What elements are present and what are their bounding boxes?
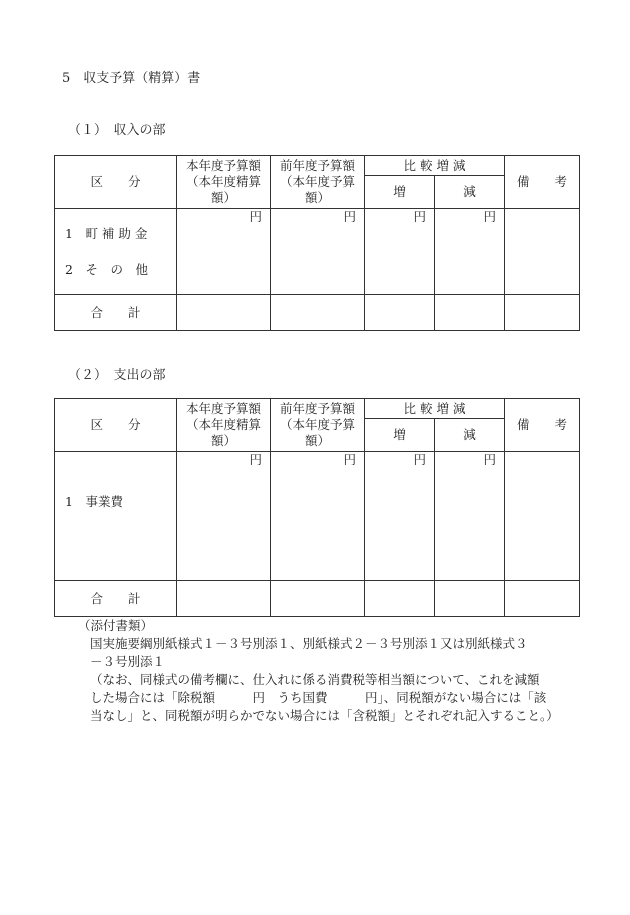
expense-items-cell [55,452,177,581]
yen-unit: 円 [249,452,262,467]
current-amount-cell [177,209,271,295]
header-decrease: 減 [435,176,505,209]
header-previous-budget: 前年度予算額（本年度予算額） [271,156,365,209]
total-increase-cell [365,295,435,331]
yen-unit: 円 [413,452,426,467]
list-item: 1 事業費 [65,494,123,509]
yen-unit: 円 [483,452,497,467]
notes-line: －３号別添１ [90,654,166,669]
header-current-budget: 本年度予算額（本年度精算額） [177,399,271,452]
list-item: 1 町 補 助 金 [65,225,148,241]
header-category: 区 分 [55,399,177,452]
total-remarks-cell [505,581,580,617]
header-current-budget: 本年度予算額（本年度精算額） [177,156,271,209]
expense-table [54,398,580,617]
yen-unit: 円 [343,209,356,224]
notes-line: （なお、同様式の備考欄に、仕入れに係る消費税等相当額について、これを減額 [90,672,540,687]
notes-label: （添付書類） [78,618,154,633]
header-previous-budget: 前年度予算額（本年度予算額） [271,399,365,452]
decrease-amount-cell [435,209,505,295]
income-items-cell [55,209,177,295]
total-decrease-cell [435,295,505,331]
notes-line: した場合には「除税額 円 うち国費 円」、同税額がない場合には「該 [90,690,547,705]
total-previous-cell [271,295,365,331]
attachment-notes [78,617,559,725]
increase-amount-cell [365,209,435,295]
yen-unit: 円 [343,452,356,467]
header-comparison: 比 較 増 減 [365,399,505,419]
previous-amount-cell [271,452,365,581]
total-decrease-cell [435,581,505,617]
yen-unit: 円 [483,209,497,224]
current-amount-cell [177,452,271,581]
total-remarks-cell [505,295,580,331]
header-remarks: 備 考 [505,156,580,209]
header-decrease: 減 [435,419,505,452]
yen-unit: 円 [249,209,262,224]
header-category: 区 分 [55,156,177,209]
remarks-cell [505,209,580,295]
list-item: 2 そ の 他 [65,261,148,277]
total-label: 合 計 [55,295,177,331]
previous-amount-cell [271,209,365,295]
notes-line: 当なし」と、同税額が明らかでない場合には「含税額」とそれぞれ記入すること。） [90,708,559,723]
remarks-cell [505,452,580,581]
expense-section-heading: （２） 支出の部 [68,368,166,383]
increase-amount-cell [365,452,435,581]
decrease-amount-cell [435,452,505,581]
header-remarks: 備 考 [505,399,580,452]
total-current-cell [177,295,271,331]
page-title: 5 収支予算（精算）書 [62,71,201,86]
total-current-cell [177,581,271,617]
header-comparison: 比 較 増 減 [365,156,505,176]
income-table [54,155,580,331]
notes-line: 国実施要綱別紙様式１－３号別添１、別紙様式２－３号別添１又は別紙様式３ [90,636,528,651]
yen-unit: 円 [413,209,426,224]
header-increase: 増 [365,419,435,452]
income-section-heading: （１） 収入の部 [68,123,166,138]
total-increase-cell [365,581,435,617]
total-label: 合 計 [55,581,177,617]
header-increase: 増 [365,176,435,209]
total-previous-cell [271,581,365,617]
